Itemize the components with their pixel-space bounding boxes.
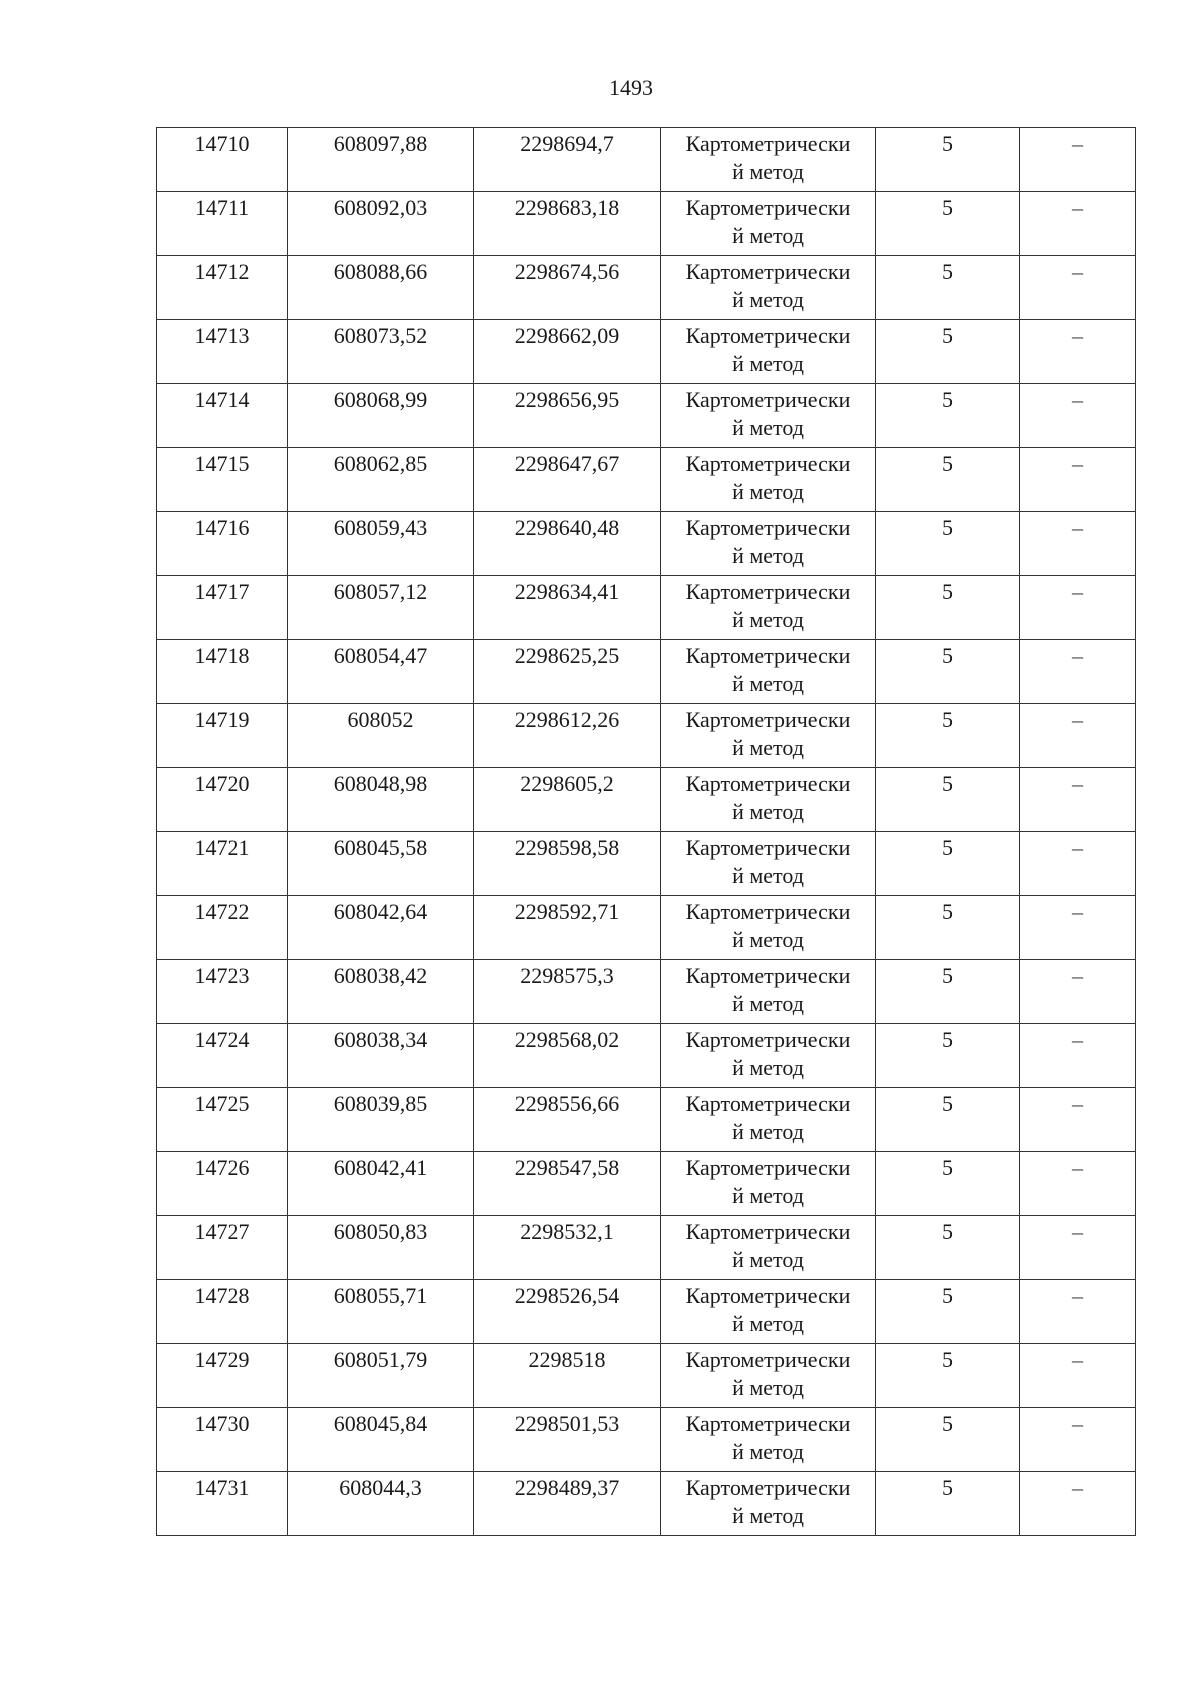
point-number-cell — [157, 832, 288, 896]
point-number-cell — [157, 1280, 288, 1344]
x-coordinate-cell-text: 608050,83 — [333, 1219, 428, 1244]
point-number-cell — [157, 1152, 288, 1216]
description-cell — [1020, 448, 1136, 512]
description-cell-text: – — [1072, 835, 1083, 860]
y-coordinate-cell — [474, 128, 661, 192]
table-row — [157, 1088, 1136, 1152]
point-number-cell-text: 14723 — [194, 963, 250, 988]
accuracy-cell-text: 5 — [942, 1155, 953, 1180]
x-coordinate-cell-text: 608068,99 — [333, 387, 428, 412]
y-coordinate-cell-text: 2298625,25 — [514, 643, 620, 668]
x-coordinate-cell — [288, 256, 474, 320]
point-number-cell-text: 14710 — [194, 131, 250, 156]
accuracy-cell-text: 5 — [942, 1411, 953, 1436]
point-number-cell — [157, 1216, 288, 1280]
description-cell — [1020, 1216, 1136, 1280]
point-number-cell — [157, 256, 288, 320]
method-cell — [661, 832, 876, 896]
description-cell-text: – — [1072, 1475, 1083, 1500]
accuracy-cell-text: 5 — [942, 835, 953, 860]
accuracy-cell-text: 5 — [942, 643, 953, 668]
accuracy-cell-text: 5 — [942, 1475, 953, 1500]
x-coordinate-cell — [288, 576, 474, 640]
x-coordinate-cell-text: 608038,34 — [333, 1027, 428, 1052]
method-cell-text: Картометрически й метод — [685, 387, 851, 440]
method-cell — [661, 1152, 876, 1216]
method-cell — [661, 640, 876, 704]
x-coordinate-cell-text: 608045,58 — [333, 835, 428, 860]
description-cell-text: – — [1072, 707, 1083, 732]
accuracy-cell-text: 5 — [942, 899, 953, 924]
method-cell — [661, 896, 876, 960]
method-cell — [661, 960, 876, 1024]
y-coordinate-cell-text: 2298489,37 — [514, 1475, 620, 1500]
x-coordinate-cell-text: 608092,03 — [333, 195, 428, 220]
method-cell — [661, 1024, 876, 1088]
point-number-cell — [157, 384, 288, 448]
accuracy-cell-text: 5 — [942, 195, 953, 220]
y-coordinate-cell — [474, 448, 661, 512]
description-cell-text: – — [1072, 899, 1083, 924]
x-coordinate-cell — [288, 128, 474, 192]
y-coordinate-cell-text: 2298647,67 — [514, 451, 620, 476]
description-cell-text: – — [1072, 1347, 1083, 1372]
accuracy-cell — [876, 960, 1020, 1024]
y-coordinate-cell-text: 2298634,41 — [514, 579, 620, 604]
x-coordinate-cell-text: 608057,12 — [333, 579, 428, 604]
point-number-cell-text: 14717 — [194, 579, 250, 604]
table-row — [157, 576, 1136, 640]
method-cell-text: Картометрически й метод — [685, 1091, 851, 1144]
description-cell-text: – — [1072, 195, 1083, 220]
y-coordinate-cell — [474, 320, 661, 384]
method-cell — [661, 384, 876, 448]
point-number-cell-text: 14725 — [194, 1091, 250, 1116]
method-cell — [661, 192, 876, 256]
y-coordinate-cell — [474, 640, 661, 704]
x-coordinate-cell — [288, 384, 474, 448]
y-coordinate-cell-text: 2298532,1 — [520, 1219, 614, 1244]
point-number-cell-text: 14721 — [194, 835, 250, 860]
y-coordinate-cell — [474, 576, 661, 640]
point-number-cell-text: 14726 — [194, 1155, 250, 1180]
accuracy-cell — [876, 832, 1020, 896]
x-coordinate-cell — [288, 640, 474, 704]
y-coordinate-cell-text: 2298605,2 — [520, 771, 614, 796]
y-coordinate-cell-text: 2298694,7 — [520, 131, 614, 156]
point-number-cell-text: 14713 — [194, 323, 250, 348]
y-coordinate-cell-text: 2298575,3 — [520, 963, 614, 988]
accuracy-cell-text: 5 — [942, 1027, 953, 1052]
description-cell-text: – — [1072, 259, 1083, 284]
x-coordinate-cell-text: 608097,88 — [333, 131, 428, 156]
accuracy-cell — [876, 448, 1020, 512]
point-number-cell-text: 14712 — [194, 259, 250, 284]
x-coordinate-cell-text: 608054,47 — [333, 643, 428, 668]
table-row — [157, 128, 1136, 192]
y-coordinate-cell-text: 2298683,18 — [514, 195, 620, 220]
description-cell-text: – — [1072, 323, 1083, 348]
x-coordinate-cell — [288, 1152, 474, 1216]
accuracy-cell — [876, 1088, 1020, 1152]
description-cell — [1020, 320, 1136, 384]
accuracy-cell-text: 5 — [942, 451, 953, 476]
x-coordinate-cell — [288, 1216, 474, 1280]
x-coordinate-cell — [288, 1472, 474, 1536]
x-coordinate-cell-text: 608055,71 — [333, 1283, 428, 1308]
description-cell — [1020, 1088, 1136, 1152]
accuracy-cell — [876, 128, 1020, 192]
description-cell-text: – — [1072, 771, 1083, 796]
accuracy-cell — [876, 1408, 1020, 1472]
table-row — [157, 1216, 1136, 1280]
accuracy-cell — [876, 256, 1020, 320]
accuracy-cell — [876, 576, 1020, 640]
table-row — [157, 1472, 1136, 1536]
y-coordinate-cell — [474, 832, 661, 896]
point-number-cell — [157, 1024, 288, 1088]
table-row — [157, 768, 1136, 832]
point-number-cell — [157, 192, 288, 256]
description-cell-text: – — [1072, 1091, 1083, 1116]
method-cell-text: Картометрически й метод — [685, 195, 851, 248]
method-cell — [661, 1472, 876, 1536]
y-coordinate-cell-text: 2298518 — [528, 1347, 606, 1372]
y-coordinate-cell-text: 2298640,48 — [514, 515, 620, 540]
description-cell — [1020, 960, 1136, 1024]
method-cell-text: Картометрически й метод — [685, 1411, 851, 1464]
table-row — [157, 896, 1136, 960]
y-coordinate-cell — [474, 512, 661, 576]
method-cell-text: Картометрически й метод — [685, 1283, 851, 1336]
description-cell — [1020, 640, 1136, 704]
description-cell-text: – — [1072, 1411, 1083, 1436]
accuracy-cell-text: 5 — [942, 131, 953, 156]
x-coordinate-cell-text: 608045,84 — [333, 1411, 428, 1436]
point-number-cell — [157, 960, 288, 1024]
x-coordinate-cell-text: 608039,85 — [333, 1091, 428, 1116]
method-cell-text: Картометрически й метод — [685, 131, 851, 184]
y-coordinate-cell — [474, 1280, 661, 1344]
table-row — [157, 704, 1136, 768]
method-cell — [661, 128, 876, 192]
method-cell-text: Картометрически й метод — [685, 1475, 851, 1528]
accuracy-cell — [876, 1024, 1020, 1088]
x-coordinate-cell-text: 608059,43 — [333, 515, 428, 540]
point-number-cell-text: 14718 — [194, 643, 250, 668]
table-row — [157, 512, 1136, 576]
y-coordinate-cell — [474, 1344, 661, 1408]
method-cell-text: Картометрически й метод — [685, 643, 851, 696]
description-cell — [1020, 1280, 1136, 1344]
point-number-cell — [157, 128, 288, 192]
point-number-cell-text: 14727 — [194, 1219, 250, 1244]
method-cell — [661, 576, 876, 640]
description-cell — [1020, 256, 1136, 320]
description-cell — [1020, 576, 1136, 640]
method-cell — [661, 1216, 876, 1280]
point-number-cell-text: 14729 — [194, 1347, 250, 1372]
point-number-cell-text: 14719 — [194, 707, 250, 732]
description-cell-text: – — [1072, 1027, 1083, 1052]
method-cell-text: Картометрически й метод — [685, 451, 851, 504]
accuracy-cell — [876, 320, 1020, 384]
description-cell-text: – — [1072, 387, 1083, 412]
description-cell — [1020, 512, 1136, 576]
y-coordinate-cell-text: 2298612,26 — [514, 707, 620, 732]
point-number-cell-text: 14730 — [194, 1411, 250, 1436]
description-cell — [1020, 896, 1136, 960]
table-row — [157, 960, 1136, 1024]
y-coordinate-cell-text: 2298662,09 — [514, 323, 620, 348]
x-coordinate-cell — [288, 1024, 474, 1088]
method-cell-text: Картометрически й метод — [685, 1347, 851, 1400]
accuracy-cell — [876, 1216, 1020, 1280]
description-cell — [1020, 128, 1136, 192]
table-row — [157, 448, 1136, 512]
description-cell — [1020, 768, 1136, 832]
x-coordinate-cell — [288, 448, 474, 512]
y-coordinate-cell — [474, 1216, 661, 1280]
x-coordinate-cell-text: 608073,52 — [333, 323, 428, 348]
method-cell-text: Картометрически й метод — [685, 1155, 851, 1208]
accuracy-cell-text: 5 — [942, 323, 953, 348]
method-cell — [661, 256, 876, 320]
y-coordinate-cell-text: 2298592,71 — [514, 899, 620, 924]
accuracy-cell — [876, 512, 1020, 576]
method-cell-text: Картометрически й метод — [685, 963, 851, 1016]
point-number-cell-text: 14731 — [194, 1475, 250, 1500]
y-coordinate-cell — [474, 1408, 661, 1472]
description-cell — [1020, 1024, 1136, 1088]
y-coordinate-cell — [474, 896, 661, 960]
description-cell — [1020, 1344, 1136, 1408]
accuracy-cell-text: 5 — [942, 1283, 953, 1308]
description-cell-text: – — [1072, 963, 1083, 988]
x-coordinate-cell-text: 608048,98 — [333, 771, 428, 796]
point-number-cell — [157, 1344, 288, 1408]
table-row — [157, 1024, 1136, 1088]
y-coordinate-cell-text: 2298526,54 — [514, 1283, 620, 1308]
accuracy-cell — [876, 640, 1020, 704]
x-coordinate-cell — [288, 960, 474, 1024]
description-cell — [1020, 384, 1136, 448]
y-coordinate-cell-text: 2298598,58 — [514, 835, 620, 860]
point-number-cell — [157, 512, 288, 576]
method-cell-text: Картометрически й метод — [685, 1027, 851, 1080]
method-cell — [661, 1344, 876, 1408]
table-row — [157, 1408, 1136, 1472]
accuracy-cell-text: 5 — [942, 515, 953, 540]
y-coordinate-cell — [474, 1472, 661, 1536]
x-coordinate-cell — [288, 1280, 474, 1344]
point-number-cell — [157, 448, 288, 512]
x-coordinate-cell-text: 608052 — [347, 707, 414, 732]
description-cell-text: – — [1072, 643, 1083, 668]
table-row — [157, 192, 1136, 256]
y-coordinate-cell-text: 2298674,56 — [514, 259, 620, 284]
method-cell — [661, 704, 876, 768]
point-number-cell — [157, 768, 288, 832]
x-coordinate-cell — [288, 832, 474, 896]
y-coordinate-cell — [474, 768, 661, 832]
x-coordinate-cell-text: 608042,41 — [333, 1155, 428, 1180]
point-number-cell — [157, 320, 288, 384]
accuracy-cell-text: 5 — [942, 579, 953, 604]
x-coordinate-cell-text: 608038,42 — [333, 963, 428, 988]
x-coordinate-cell-text: 608042,64 — [333, 899, 428, 924]
point-number-cell-text: 14715 — [194, 451, 250, 476]
accuracy-cell — [876, 896, 1020, 960]
y-coordinate-cell-text: 2298568,02 — [514, 1027, 620, 1052]
description-cell — [1020, 1472, 1136, 1536]
accuracy-cell-text: 5 — [942, 1219, 953, 1244]
table-row — [157, 1152, 1136, 1216]
y-coordinate-cell — [474, 256, 661, 320]
point-number-cell-text: 14711 — [194, 195, 250, 220]
y-coordinate-cell — [474, 1088, 661, 1152]
method-cell — [661, 448, 876, 512]
accuracy-cell — [876, 1472, 1020, 1536]
description-cell — [1020, 1152, 1136, 1216]
x-coordinate-cell — [288, 704, 474, 768]
accuracy-cell — [876, 192, 1020, 256]
accuracy-cell — [876, 704, 1020, 768]
accuracy-cell-text: 5 — [942, 1347, 953, 1372]
point-number-cell-text: 14714 — [194, 387, 250, 412]
point-number-cell — [157, 576, 288, 640]
accuracy-cell — [876, 1152, 1020, 1216]
point-number-cell-text: 14724 — [194, 1027, 250, 1052]
point-number-cell — [157, 1088, 288, 1152]
description-cell — [1020, 704, 1136, 768]
accuracy-cell-text: 5 — [942, 707, 953, 732]
y-coordinate-cell — [474, 384, 661, 448]
y-coordinate-cell — [474, 192, 661, 256]
accuracy-cell — [876, 768, 1020, 832]
table-row — [157, 320, 1136, 384]
method-cell-text: Картометрически й метод — [685, 1219, 851, 1272]
y-coordinate-cell-text: 2298556,66 — [514, 1091, 620, 1116]
method-cell — [661, 1280, 876, 1344]
accuracy-cell-text: 5 — [942, 259, 953, 284]
point-number-cell — [157, 704, 288, 768]
x-coordinate-cell-text: 608088,66 — [333, 259, 428, 284]
accuracy-cell-text: 5 — [942, 1091, 953, 1116]
description-cell-text: – — [1072, 1219, 1083, 1244]
method-cell-text: Картометрически й метод — [685, 835, 851, 888]
method-cell-text: Картометрически й метод — [685, 259, 851, 312]
x-coordinate-cell-text: 608062,85 — [333, 451, 428, 476]
description-cell — [1020, 832, 1136, 896]
point-number-cell-text: 14720 — [194, 771, 250, 796]
coordinates-table — [156, 127, 1136, 1536]
method-cell — [661, 512, 876, 576]
y-coordinate-cell — [474, 960, 661, 1024]
method-cell-text: Картометрически й метод — [685, 771, 851, 824]
table-row — [157, 256, 1136, 320]
accuracy-cell-text: 5 — [942, 771, 953, 796]
y-coordinate-cell-text: 2298547,58 — [514, 1155, 620, 1180]
point-number-cell — [157, 896, 288, 960]
description-cell-text: – — [1072, 451, 1083, 476]
x-coordinate-cell — [288, 192, 474, 256]
y-coordinate-cell-text: 2298501,53 — [514, 1411, 620, 1436]
table-row — [157, 1344, 1136, 1408]
method-cell — [661, 1088, 876, 1152]
method-cell-text: Картометрически й метод — [685, 323, 851, 376]
description-cell-text: – — [1072, 131, 1083, 156]
method-cell — [661, 768, 876, 832]
x-coordinate-cell — [288, 1088, 474, 1152]
point-number-cell-text: 14716 — [194, 515, 250, 540]
x-coordinate-cell — [288, 1344, 474, 1408]
method-cell-text: Картометрически й метод — [685, 515, 851, 568]
method-cell — [661, 320, 876, 384]
page-number: 1493 — [609, 75, 653, 100]
x-coordinate-cell-text: 608044,3 — [339, 1475, 422, 1500]
point-number-cell-text: 14728 — [194, 1283, 250, 1308]
point-number-cell — [157, 1472, 288, 1536]
table-row — [157, 1280, 1136, 1344]
y-coordinate-cell — [474, 1024, 661, 1088]
accuracy-cell — [876, 384, 1020, 448]
accuracy-cell — [876, 1280, 1020, 1344]
point-number-cell — [157, 1408, 288, 1472]
point-number-cell-text: 14722 — [194, 899, 250, 924]
method-cell — [661, 1408, 876, 1472]
x-coordinate-cell — [288, 768, 474, 832]
x-coordinate-cell — [288, 1408, 474, 1472]
method-cell-text: Картометрически й метод — [685, 579, 851, 632]
x-coordinate-cell — [288, 320, 474, 384]
point-number-cell — [157, 640, 288, 704]
y-coordinate-cell-text: 2298656,95 — [514, 387, 620, 412]
table-row — [157, 832, 1136, 896]
method-cell-text: Картометрически й метод — [685, 707, 851, 760]
x-coordinate-cell — [288, 512, 474, 576]
description-cell-text: – — [1072, 1155, 1083, 1180]
accuracy-cell-text: 5 — [942, 963, 953, 988]
y-coordinate-cell — [474, 704, 661, 768]
x-coordinate-cell-text: 608051,79 — [333, 1347, 428, 1372]
x-coordinate-cell — [288, 896, 474, 960]
description-cell-text: – — [1072, 1283, 1083, 1308]
description-cell-text: – — [1072, 579, 1083, 604]
accuracy-cell — [876, 1344, 1020, 1408]
table-row — [157, 384, 1136, 448]
description-cell — [1020, 1408, 1136, 1472]
method-cell-text: Картометрически й метод — [685, 899, 851, 952]
description-cell-text: – — [1072, 515, 1083, 540]
y-coordinate-cell — [474, 1152, 661, 1216]
table-body — [157, 128, 1136, 1536]
table-row — [157, 640, 1136, 704]
description-cell — [1020, 192, 1136, 256]
accuracy-cell-text: 5 — [942, 387, 953, 412]
